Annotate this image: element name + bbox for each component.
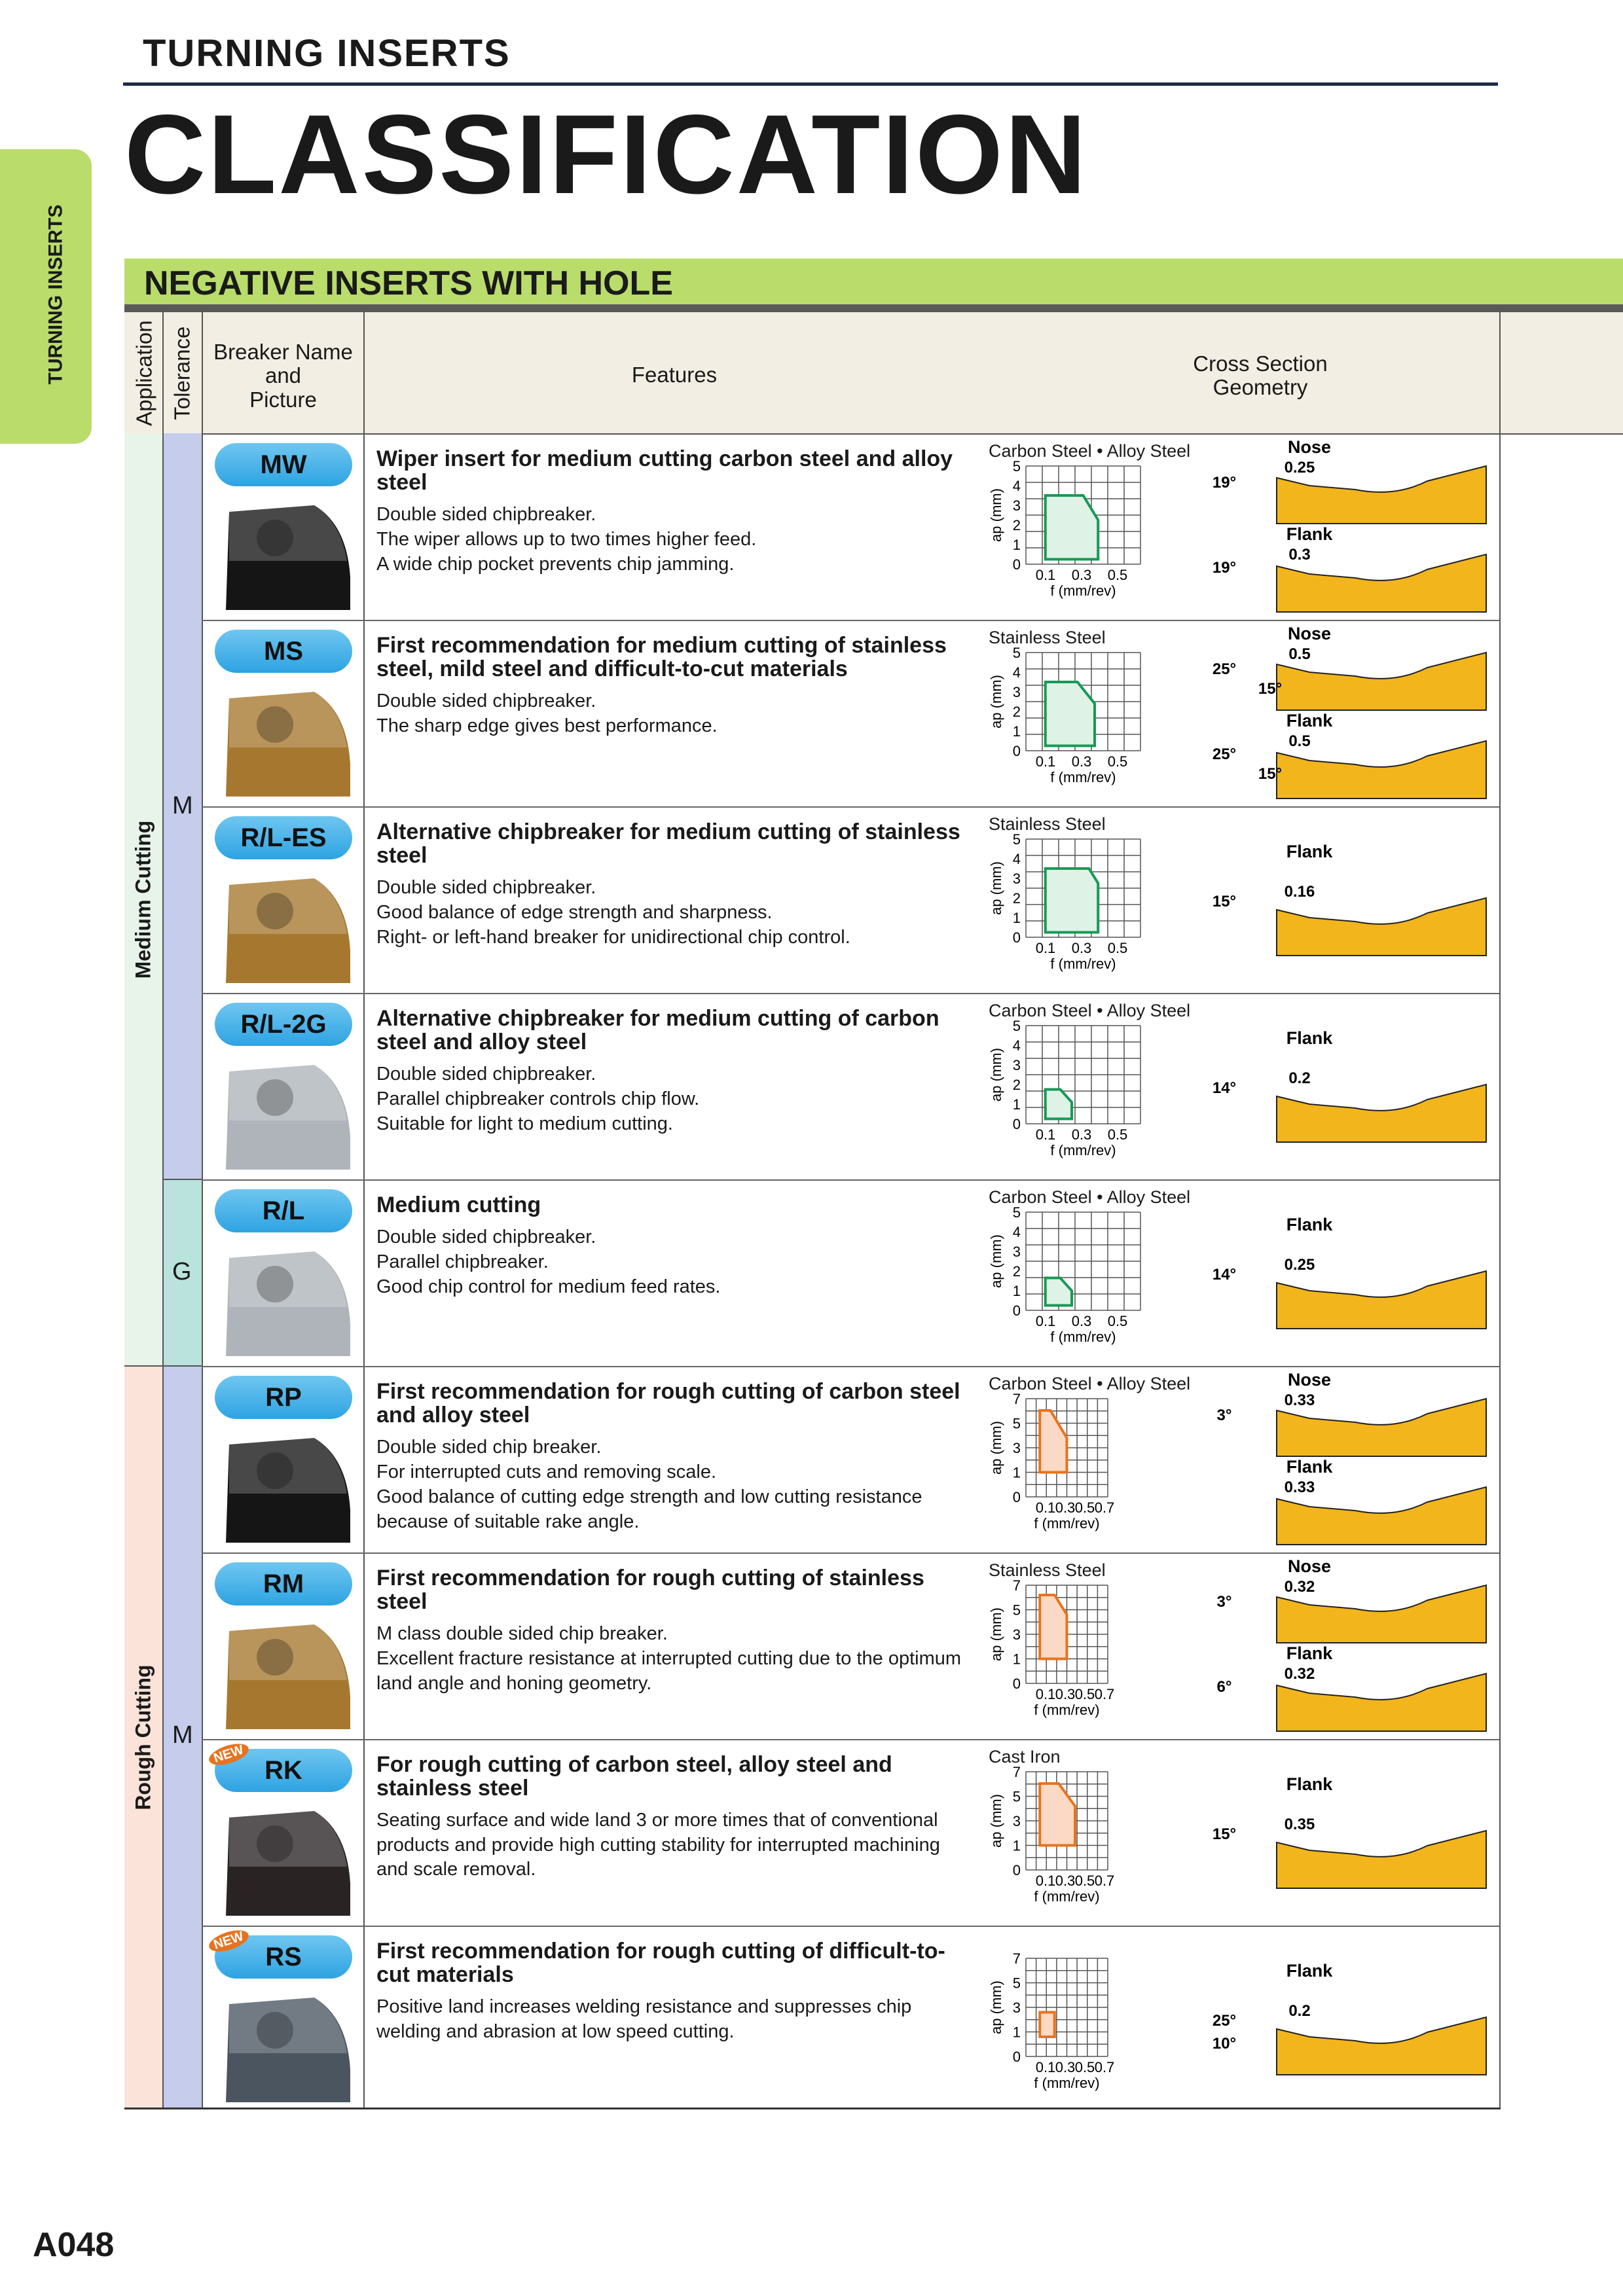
chart-y-tick: 3 xyxy=(1012,1813,1021,1829)
sub-header-rule xyxy=(124,304,1623,312)
row-divider xyxy=(202,1179,1499,1181)
flank-label: Flank xyxy=(1286,1961,1333,1981)
flank-rake-angle: 14° xyxy=(1212,1266,1237,1283)
col-header-cross-section: Cross Section Geometry xyxy=(1193,351,1328,400)
chart-x-tick: 0.5 xyxy=(1074,1686,1095,1702)
chart-y-tick: 3 xyxy=(1012,870,1021,887)
feature-line: A wide chip pocket prevents chip jamming. xyxy=(376,554,735,575)
flank-rake-angle: 14° xyxy=(1212,1079,1237,1097)
cutting-range-chart xyxy=(985,1580,1169,1734)
flank-label: Flank xyxy=(1286,1215,1333,1234)
chart-y-tick: 1 xyxy=(1012,1283,1021,1299)
flank-land-width: 0.25 xyxy=(1284,1256,1315,1274)
group-rough-label: Rough Cutting xyxy=(131,1664,155,1810)
chart-y-tick: 3 xyxy=(1012,684,1021,700)
chart-y-tick: 5 xyxy=(1012,1975,1021,1992)
feature-title: Medium cutting xyxy=(376,1193,541,1217)
nose-land-width: 0.33 xyxy=(1284,1391,1315,1409)
chart-y-tick: 7 xyxy=(1012,1953,1021,1967)
feature-title: Alternative chipbreaker for medium cutting of carbon steel and alloy steel xyxy=(376,1006,939,1054)
chart-y-tick: 0 xyxy=(1012,1116,1021,1132)
row-divider xyxy=(202,620,1499,621)
page-number: A048 xyxy=(33,2226,115,2264)
tolerance-g-label: G xyxy=(172,1258,192,1285)
flank-profile xyxy=(1277,1271,1486,1329)
chart-x-tick: 0.1 xyxy=(1035,567,1056,583)
breaker-name-badge[interactable]: R/L xyxy=(215,1189,352,1232)
row-divider xyxy=(202,1552,1499,1554)
col-header-features: Features xyxy=(631,363,718,387)
chart-x-tick: 0.3 xyxy=(1055,2059,1076,2075)
chart-y-tick: 4 xyxy=(1012,851,1021,867)
flank-label: Flank xyxy=(1286,711,1333,730)
tolerance-m-label: M xyxy=(172,792,193,819)
flank-land-width: 0.2 xyxy=(1288,2002,1311,2020)
chart-y-tick: 5 xyxy=(1012,834,1021,848)
chart-material: Carbon Steel • Alloy Steel xyxy=(989,1187,1191,1207)
cutting-range-chart xyxy=(985,1020,1169,1174)
cross-section-geometry xyxy=(1198,625,1493,802)
chart-x-tick: 0.5 xyxy=(1107,567,1128,583)
row-divider xyxy=(202,1739,1499,1740)
row-divider xyxy=(202,1926,1499,1927)
chart-x-tick: 0.3 xyxy=(1055,1686,1076,1702)
chart-y-tick: 1 xyxy=(1012,910,1021,926)
cutting-range-chart xyxy=(985,834,1169,988)
chart-material: Cast Iron xyxy=(989,1747,1061,1767)
insert-picture xyxy=(216,1058,354,1173)
chart-y-tick: 4 xyxy=(1012,478,1021,494)
feature-line: Double sided chipbreaker. xyxy=(376,691,596,711)
chart-x-tick: 0.3 xyxy=(1071,1126,1092,1143)
chart-x-tick: 0.5 xyxy=(1074,1499,1095,1516)
chart-x-tick: 0.1 xyxy=(1035,1313,1056,1329)
flank-label: Flank xyxy=(1286,1457,1333,1477)
insert-hole xyxy=(257,706,293,743)
cutting-range-chart xyxy=(985,461,1169,615)
cross-section-geometry xyxy=(1198,439,1493,615)
insert-picture xyxy=(216,872,354,986)
row-divider xyxy=(202,1366,1499,1367)
chart-y-tick: 4 xyxy=(1012,1037,1021,1054)
feature-title: First recommendation for rough cutting of difficult-to-cut materials xyxy=(376,1939,945,1987)
nose-land-width: 0.32 xyxy=(1284,1578,1315,1596)
feature-line: The wiper allows up to two times higher feed. xyxy=(376,529,757,550)
flank-profile xyxy=(1277,1831,1486,1888)
sub-header-title: NEGATIVE INSERTS WITH HOLE xyxy=(144,264,673,302)
feature-line: Double sided chipbreaker. xyxy=(376,877,596,898)
flank-land-width: 0.3 xyxy=(1288,546,1311,564)
nose-land-width: 0.25 xyxy=(1284,459,1315,476)
chart-y-tick: 0 xyxy=(1012,1862,1021,1878)
chart-y-label: ap (mm) xyxy=(988,675,1004,728)
col-header-application: Application xyxy=(132,320,156,426)
feature-line: Parallel chipbreaker. xyxy=(376,1251,549,1272)
chart-x-label: f (mm/rev) xyxy=(1050,583,1116,599)
chart-y-label: ap (mm) xyxy=(988,861,1004,915)
insert-picture xyxy=(216,1245,354,1359)
chart-x-label: f (mm/rev) xyxy=(1050,769,1116,785)
chart-y-tick: 7 xyxy=(1012,1393,1021,1407)
chart-x-tick: 0.3 xyxy=(1071,1313,1092,1329)
nose-label: Nose xyxy=(1287,1558,1332,1576)
feature-title: First recommendation for medium cutting of stainless steel, mild steel and difficult-to-cut materials xyxy=(376,633,947,681)
chart-y-tick: 1 xyxy=(1012,1464,1021,1481)
chart-x-tick: 0.7 xyxy=(1094,1686,1115,1702)
insert-picture xyxy=(216,499,354,613)
insert-hole xyxy=(257,1079,293,1116)
chart-y-tick: 1 xyxy=(1012,1096,1021,1113)
cross-section-geometry xyxy=(1198,1185,1493,1361)
chart-y-tick: 1 xyxy=(1012,1837,1021,1854)
chart-y-tick: 1 xyxy=(1012,723,1021,740)
feature-line: Double sided chipbreaker. xyxy=(376,1064,596,1085)
flank-land-width: 0.5 xyxy=(1288,732,1311,750)
chart-x-tick: 0.1 xyxy=(1035,753,1056,770)
chart-y-tick: 2 xyxy=(1012,704,1021,720)
breaker-name-badge[interactable]: MS xyxy=(215,630,352,673)
flank-profile xyxy=(1277,2017,1486,2075)
chart-x-tick: 0.3 xyxy=(1071,940,1092,956)
chart-y-tick: 0 xyxy=(1012,1676,1021,1692)
feature-title: Wiper insert for medium cutting carbon steel and alloy steel xyxy=(376,446,953,495)
flank-label: Flank xyxy=(1286,1774,1333,1794)
chart-y-tick: 0 xyxy=(1012,1489,1021,1505)
cross-section-geometry xyxy=(1198,1371,1493,1548)
chart-y-tick: 2 xyxy=(1012,1263,1021,1280)
nose-rake-angle: 19° xyxy=(1212,474,1237,492)
chart-x-tick: 0.1 xyxy=(1035,1499,1056,1516)
side-tab-label: TURNING INSERTS xyxy=(45,204,67,385)
cutting-range-region xyxy=(1040,1410,1067,1473)
breaker-name-badge[interactable]: RM xyxy=(215,1562,352,1605)
chart-y-label: ap (mm) xyxy=(988,1981,1004,2034)
chart-y-tick: 5 xyxy=(1012,1788,1021,1805)
tolerance-divider xyxy=(162,1179,202,1180)
insert-hole xyxy=(257,2012,293,2049)
flank-label: Flank xyxy=(1286,842,1333,861)
flank-label: Flank xyxy=(1286,524,1333,544)
nose-label: Nose xyxy=(1287,1371,1332,1390)
chart-y-tick: 7 xyxy=(1012,1767,1021,1780)
cross-section-geometry xyxy=(1198,1744,1493,1921)
cutting-range-region xyxy=(1040,1784,1075,1846)
chart-y-tick: 3 xyxy=(1012,1440,1021,1456)
cutting-range-region xyxy=(1046,1278,1072,1306)
feature-line: Double sided chip breaker. xyxy=(376,1437,602,1458)
flank-label: Flank xyxy=(1286,1028,1333,1048)
feature-line: Good balance of edge strength and sharpness. xyxy=(376,902,773,923)
nose-label: Nose xyxy=(1287,625,1332,643)
header-rule xyxy=(123,82,1498,86)
feature-title: Alternative chipbreaker for medium cutting of stainless steel xyxy=(376,819,960,868)
table-vline xyxy=(202,312,203,2109)
cutting-range-region xyxy=(1046,682,1095,746)
cutting-range-chart xyxy=(985,1767,1169,1920)
cutting-range-region xyxy=(1046,1090,1072,1119)
chart-y-tick: 0 xyxy=(1012,556,1021,573)
feature-line: Suitable for light to medium cutting. xyxy=(376,1113,673,1134)
chart-x-tick: 0.1 xyxy=(1035,940,1056,956)
flank-rake-angle: 25° xyxy=(1212,745,1237,763)
nose-label: Nose xyxy=(1287,439,1332,457)
flank-land-width: 0.35 xyxy=(1284,1816,1315,1833)
chart-material: Carbon Steel • Alloy Steel xyxy=(989,441,1191,461)
chart-y-tick: 0 xyxy=(1012,929,1021,946)
feature-line: Parallel chipbreaker controls chip flow. xyxy=(376,1088,700,1109)
flank-profile xyxy=(1277,898,1486,956)
chart-y-tick: 3 xyxy=(1012,1626,1021,1643)
breaker-name-badge[interactable]: RP xyxy=(215,1376,352,1419)
chart-x-tick: 0.3 xyxy=(1071,753,1092,770)
nose-rake-angle: 25° xyxy=(1212,660,1237,678)
cross-section-geometry xyxy=(1198,998,1493,1175)
cross-section-geometry xyxy=(1198,1558,1493,1734)
chart-y-tick: 1 xyxy=(1012,2024,1021,2041)
cutting-range-region xyxy=(1040,1595,1067,1659)
col-header-breaker: Breaker Name and Picture xyxy=(213,340,353,412)
insert-hole xyxy=(257,1452,293,1489)
new-badge: NEW xyxy=(206,1740,251,1769)
insert-picture xyxy=(216,1991,354,2106)
feature-line: Right- or left-hand breaker for unidirectional chip control. xyxy=(376,927,850,948)
chart-x-label: f (mm/rev) xyxy=(1050,1142,1116,1158)
breaker-name-badge[interactable]: RS xyxy=(215,1935,352,1979)
flank-rake-angle: 15° xyxy=(1212,893,1237,910)
breaker-name-badge[interactable]: R/L-2G xyxy=(215,1003,352,1046)
chart-y-tick: 5 xyxy=(1012,461,1021,475)
insert-picture xyxy=(216,1431,354,1546)
insert-picture xyxy=(216,1618,354,1732)
page-title: CLASSIFICATION xyxy=(124,92,1089,217)
breaker-name-badge[interactable]: MW xyxy=(215,443,352,486)
chart-x-tick: 0.1 xyxy=(1035,1126,1056,1143)
insert-hole xyxy=(257,1639,293,1676)
insert-hole xyxy=(257,520,293,556)
flank-rake-angle: 6° xyxy=(1216,1678,1232,1696)
new-badge: NEW xyxy=(206,1926,251,1956)
flank-profile xyxy=(1277,1085,1486,1142)
cutting-range-chart xyxy=(985,1393,1169,1547)
nose-rake-angle: 3° xyxy=(1216,1407,1232,1424)
cutting-range-chart xyxy=(985,1207,1169,1361)
chart-y-tick: 5 xyxy=(1012,1020,1021,1034)
chart-y-label: ap (mm) xyxy=(988,1794,1004,1848)
cross-section-geometry xyxy=(1198,812,1493,988)
chart-y-tick: 0 xyxy=(1012,1302,1021,1319)
insert-hole xyxy=(257,1266,293,1302)
insert-hole xyxy=(257,893,293,929)
chart-y-label: ap (mm) xyxy=(988,1048,1004,1102)
col-header-tolerance: Tolerance xyxy=(170,326,194,420)
feature-line: The sharp edge gives best performance. xyxy=(376,715,718,736)
chart-x-tick: 0.1 xyxy=(1035,2059,1056,2075)
insert-picture xyxy=(216,1804,354,1919)
feature-line: Double sided chipbreaker. xyxy=(376,1227,596,1247)
chart-material: Stainless Steel xyxy=(989,814,1106,834)
feature-line: For interrupted cuts and removing scale. xyxy=(376,1462,717,1482)
nose-sub-angle: 15° xyxy=(1258,680,1283,698)
chart-x-tick: 0.7 xyxy=(1094,1873,1115,1889)
chart-x-tick: 0.1 xyxy=(1035,1873,1056,1889)
table-vline xyxy=(162,312,164,2109)
sub-header xyxy=(124,259,1623,304)
group-divider xyxy=(124,1365,202,1367)
flank-land-width: 0.2 xyxy=(1288,1069,1311,1087)
chart-material: Stainless Steel xyxy=(989,1560,1106,1580)
chart-x-tick: 0.5 xyxy=(1107,1313,1128,1329)
chart-y-tick: 4 xyxy=(1012,664,1021,681)
feature-line: Good balance of cutting edge strength and low cutting resistance because of suitable rake angle. xyxy=(376,1486,922,1532)
chart-x-tick: 0.5 xyxy=(1107,940,1128,956)
breaker-name-badge[interactable]: RK xyxy=(215,1749,352,1792)
chart-x-tick: 0.3 xyxy=(1071,567,1092,583)
chart-material: Stainless Steel xyxy=(989,628,1106,647)
flank-rake-angle: 25° xyxy=(1212,2012,1237,2030)
row-divider xyxy=(202,993,1499,994)
feature-title: First recommendation for rough cutting of stainless steel xyxy=(376,1566,924,1614)
chart-x-label: f (mm/rev) xyxy=(1034,1888,1100,1905)
chart-y-tick: 5 xyxy=(1012,1602,1021,1619)
chart-x-tick: 0.5 xyxy=(1107,753,1128,770)
chart-y-tick: 5 xyxy=(1012,647,1021,661)
chart-y-label: ap (mm) xyxy=(988,488,1004,542)
chart-y-tick: 3 xyxy=(1012,2000,1021,2016)
chart-y-tick: 3 xyxy=(1012,1244,1021,1260)
cutting-range-region xyxy=(1040,2013,1055,2037)
chart-x-tick: 0.3 xyxy=(1055,1873,1076,1889)
chart-x-label: f (mm/rev) xyxy=(1050,1329,1116,1345)
feature-line: Seating surface and wide land 3 or more times that of conventional products and provide high cutting stability for interrupted machining and scale removal. xyxy=(376,1810,940,1880)
chart-x-label: f (mm/rev) xyxy=(1034,1515,1100,1532)
chart-y-tick: 0 xyxy=(1012,743,1021,759)
table-vline xyxy=(363,312,365,2109)
cutting-range-region xyxy=(1046,495,1099,560)
flank-rake-angle: 19° xyxy=(1212,559,1237,577)
chart-x-tick: 0.1 xyxy=(1035,1686,1056,1702)
cutting-range-chart xyxy=(985,647,1169,801)
flank-label: Flank xyxy=(1286,1643,1333,1663)
feature-line: Excellent fracture resistance at interrupted cutting due to the optimum land angle and honing geometry. xyxy=(376,1648,962,1694)
feature-title: First recommendation for rough cutting of carbon steel and alloy steel xyxy=(376,1379,960,1427)
table-bottom-rule xyxy=(124,2108,1501,2109)
flank-rake-angle: 15° xyxy=(1212,1825,1237,1843)
feature-line: Good chip control for medium feed rates. xyxy=(376,1276,721,1297)
table-vline xyxy=(1499,312,1501,2109)
cutting-range-region xyxy=(1046,869,1099,933)
group-medium-label: Medium Cutting xyxy=(131,820,155,979)
tolerance-m2-label: M xyxy=(172,1721,193,1749)
chart-y-tick: 3 xyxy=(1012,1057,1021,1073)
chart-x-tick: 0.5 xyxy=(1074,1873,1095,1889)
chart-y-label: ap (mm) xyxy=(988,1607,1004,1661)
nose-land-width: 0.5 xyxy=(1288,645,1311,663)
section-label: TURNING INSERTS xyxy=(143,32,511,75)
chart-y-tick: 2 xyxy=(1012,1077,1021,1093)
chart-y-label: ap (mm) xyxy=(988,1421,1004,1475)
flank-sub-angle: 15° xyxy=(1258,765,1283,783)
feature-title: For rough cutting of carbon steel, alloy steel and stainless steel xyxy=(376,1752,892,1801)
nose-rake-angle: 3° xyxy=(1216,1593,1232,1611)
chart-material: Carbon Steel • Alloy Steel xyxy=(989,1374,1191,1393)
chart-y-label: ap (mm) xyxy=(988,1234,1004,1288)
chart-y-tick: 2 xyxy=(1012,890,1021,906)
chart-x-label: f (mm/rev) xyxy=(1034,1702,1100,1718)
chart-y-tick: 4 xyxy=(1012,1224,1021,1240)
feature-line: M class double sided chip breaker. xyxy=(376,1623,668,1644)
chart-y-tick: 0 xyxy=(1012,2049,1021,2065)
cutting-range-chart xyxy=(985,1953,1169,2107)
flank-land-width: 0.32 xyxy=(1284,1665,1315,1683)
feature-line: Double sided chipbreaker. xyxy=(376,504,596,525)
chart-x-tick: 0.7 xyxy=(1094,2059,1115,2075)
chart-y-tick: 1 xyxy=(1012,1651,1021,1668)
feature-line: Positive land increases welding resistance and suppresses chip welding and abrasion at low speed cutting. xyxy=(376,1996,912,2042)
chart-x-label: f (mm/rev) xyxy=(1050,956,1116,972)
chart-x-label: f (mm/rev) xyxy=(1034,2075,1100,2091)
insert-picture xyxy=(216,685,354,800)
chart-x-tick: 0.3 xyxy=(1055,1499,1076,1516)
flank-land-width: 0.33 xyxy=(1284,1479,1315,1496)
chart-x-tick: 0.5 xyxy=(1074,2059,1095,2075)
chart-y-tick: 7 xyxy=(1012,1580,1021,1594)
flank-sub-angle: 10° xyxy=(1212,2035,1237,2053)
chart-y-tick: 3 xyxy=(1012,497,1021,514)
insert-hole xyxy=(257,1825,293,1862)
cross-section-geometry xyxy=(1198,1931,1493,2108)
chart-y-tick: 2 xyxy=(1012,517,1021,533)
chart-y-tick: 5 xyxy=(1012,1207,1021,1221)
chart-x-tick: 0.5 xyxy=(1107,1126,1128,1143)
breaker-name-badge[interactable]: R/L-ES xyxy=(215,816,352,859)
row-divider xyxy=(202,806,1499,808)
chart-y-tick: 1 xyxy=(1012,537,1021,553)
chart-y-tick: 5 xyxy=(1012,1415,1021,1432)
flank-land-width: 0.16 xyxy=(1284,883,1315,901)
chart-x-tick: 0.7 xyxy=(1094,1499,1115,1516)
chart-material: Carbon Steel • Alloy Steel xyxy=(989,1001,1191,1020)
